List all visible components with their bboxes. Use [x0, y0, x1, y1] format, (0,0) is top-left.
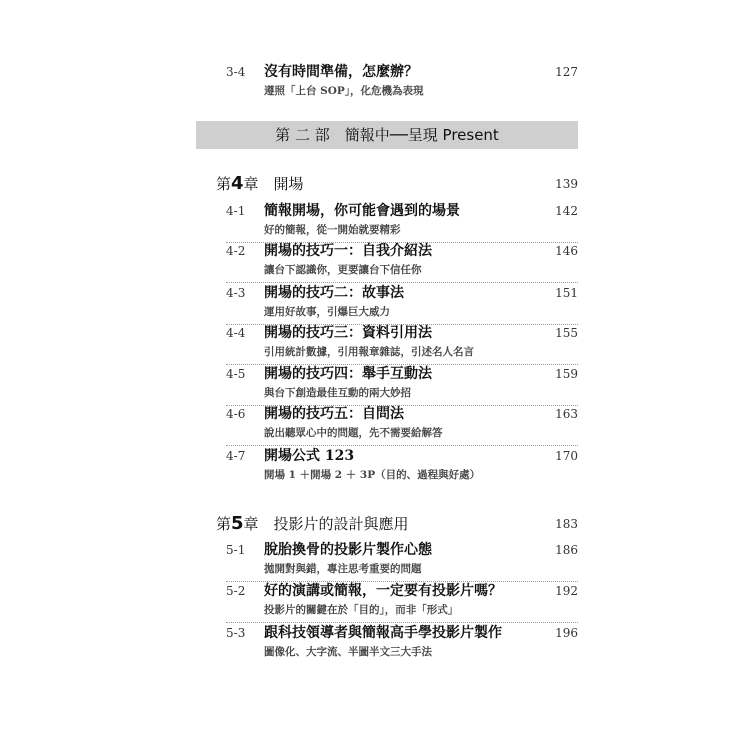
entry-page-number: 170 — [555, 449, 578, 463]
entry-number: 4-7 — [226, 449, 246, 463]
entry-page-number: 142 — [555, 204, 578, 218]
entry-number: 4-2 — [226, 244, 246, 258]
entry-subtitle: 好的簡報，從一開始就要精彩 — [264, 224, 401, 236]
entry-title: 開場公式 123 — [264, 448, 355, 464]
entry-page-number: 192 — [555, 584, 578, 598]
toc-entry — [226, 322, 578, 358]
toc-entry — [226, 282, 578, 318]
chapter-heading-5 — [216, 512, 578, 536]
entry-title: 開場的技巧二：故事法 — [264, 285, 404, 301]
entry-subtitle: 開場 1 ＋開場 2 ＋ 3P（目的、過程與好處） — [264, 469, 481, 481]
toc-entry-3-4 — [226, 61, 578, 97]
chapter-page-number: 183 — [555, 517, 578, 531]
entry-title: 好的演講或簡報，一定要有投影片嗎？ — [264, 583, 502, 599]
entry-subtitle: 引用統計數據，引用報章雜誌，引述名人名言 — [264, 346, 474, 358]
entry-title: 跟科技領導者與簡報高手學投影片製作 — [264, 625, 502, 641]
entry-subtitle: 說出聽眾心中的問題，先不需要給解答 — [264, 427, 443, 439]
entry-number: 5-1 — [226, 543, 246, 557]
entry-number: 5-3 — [226, 626, 246, 640]
entry-page-number: 186 — [555, 543, 578, 557]
entry-number: 4-4 — [226, 326, 246, 340]
entry-title: 開場的技巧一：自我介紹法 — [264, 243, 432, 259]
entry-subtitle: 投影片的關鍵在於「目的」，而非「形式」 — [264, 604, 459, 616]
entry-title: 開場的技巧五：自問法 — [264, 406, 404, 422]
toc-entry — [226, 445, 578, 481]
entry-title: 開場的技巧三：資料引用法 — [264, 325, 432, 341]
chapter-title: 第4章 開場 — [216, 173, 304, 194]
toc-entry — [226, 539, 578, 575]
entry-page-number: 151 — [555, 286, 578, 300]
entry-page-number: 196 — [555, 626, 578, 640]
toc-entry — [226, 580, 578, 616]
entry-subtitle: 運用好故事，引爆巨大威力 — [264, 306, 390, 318]
toc-entry — [226, 240, 578, 276]
entry-number: 3-4 — [226, 65, 246, 79]
entry-title: 沒有時間準備，怎麼辦？ — [264, 64, 418, 80]
entry-subtitle: 遵照「上台 SOP」，化危機為表現 — [264, 85, 424, 97]
entry-number: 4-1 — [226, 204, 246, 218]
entry-subtitle: 圖像化、大字流、半圖半文三大手法 — [264, 646, 432, 658]
toc-entry — [226, 363, 578, 399]
entry-title: 簡報開場，你可能會遇到的場景 — [264, 203, 460, 219]
entry-page-number: 159 — [555, 367, 578, 381]
entry-subtitle: 讓台下認識你，更要讓台下信任你 — [264, 264, 422, 276]
toc-entry — [226, 403, 578, 439]
entry-subtitle: 與台下創造最佳互動的兩大妙招 — [264, 387, 411, 399]
entry-number: 5-2 — [226, 584, 246, 598]
entry-title: 脫胎換骨的投影片製作心態 — [264, 542, 432, 558]
part-heading: 第 二 部 簡報中──呈現 Present — [196, 121, 578, 149]
entry-subtitle: 拋開對與錯，專注思考重要的問題 — [264, 563, 422, 575]
entry-page-number: 127 — [555, 65, 578, 79]
entry-title: 開場的技巧四：舉手互動法 — [264, 366, 432, 382]
entry-page-number: 146 — [555, 244, 578, 258]
chapter-title: 第5章 投影片的設計與應用 — [216, 513, 409, 534]
entry-number: 4-5 — [226, 367, 246, 381]
entry-page-number: 163 — [555, 407, 578, 421]
chapter-page-number: 139 — [555, 177, 578, 191]
toc-entry — [226, 622, 578, 658]
entry-number: 4-6 — [226, 407, 246, 421]
toc-entry — [226, 200, 578, 236]
chapter-heading-4 — [216, 172, 578, 196]
entry-page-number: 155 — [555, 326, 578, 340]
entry-number: 4-3 — [226, 286, 246, 300]
